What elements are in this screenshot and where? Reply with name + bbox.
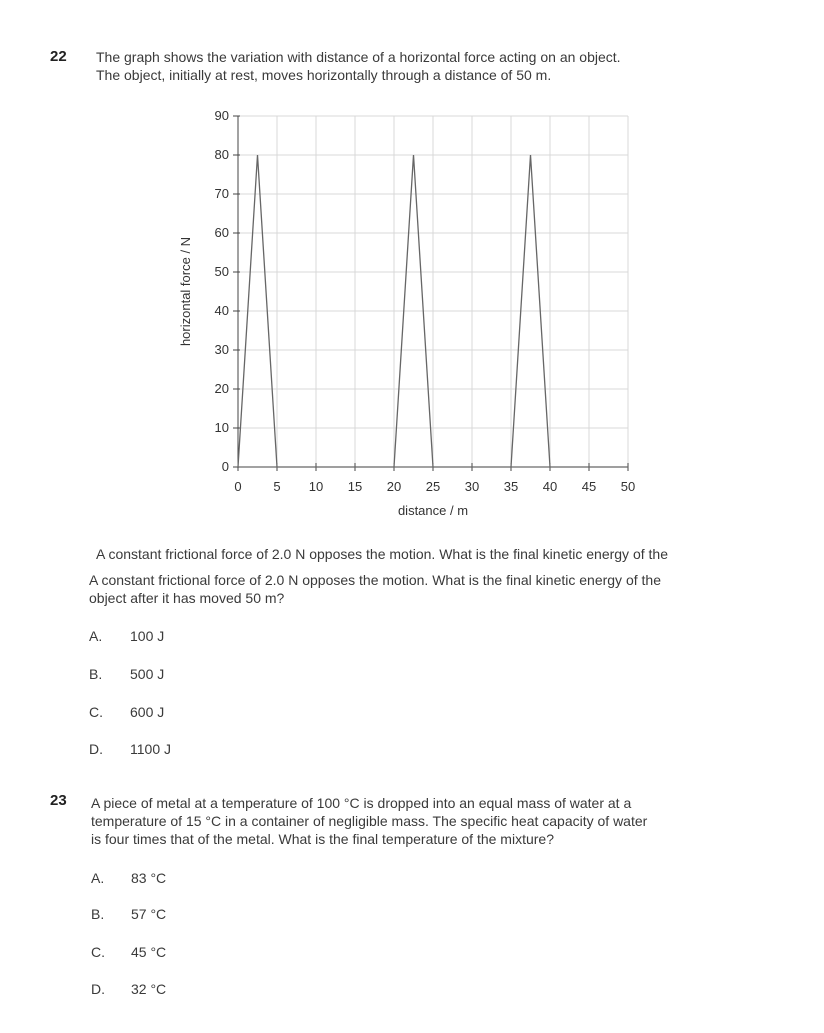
q22-option-d-text[interactable]: 1100 J: [130, 741, 171, 757]
q23-option-c-text[interactable]: 45 °C: [131, 944, 167, 960]
q22-option-d-letter: D.: [89, 741, 103, 757]
x-tick-label-10: 10: [308, 479, 324, 494]
q23-option-a-text[interactable]: 83 °C: [131, 870, 167, 886]
x-tick-label-30: 30: [464, 479, 480, 494]
q22-option-c-letter: C.: [89, 704, 103, 720]
q23-option-c-letter: C.: [91, 944, 105, 960]
q23-option-b-text[interactable]: 57 °C: [131, 906, 167, 922]
y-tick-label-60: 60: [214, 225, 229, 240]
x-tick-label-40: 40: [542, 479, 558, 494]
y-axis-label: horizontal force / N: [178, 236, 193, 347]
y-tick-label-50: 50: [214, 264, 229, 279]
x-tick-label-35: 35: [503, 479, 519, 494]
x-tick-label-15: 15: [347, 479, 363, 494]
question-22-stem-line-1: The graph shows the variation with distance of a horizontal force acting on an object.: [96, 49, 621, 65]
x-tick-label-50: 50: [620, 479, 636, 494]
q23-option-a-letter: A.: [91, 870, 105, 886]
x-tick-label-20: 20: [386, 479, 402, 494]
y-tick-label-80: 80: [214, 147, 229, 162]
question-22-number: 22: [50, 48, 67, 65]
y-tick-label-20: 20: [214, 381, 229, 396]
question-23-stem-line-1: A piece of metal at a temperature of 100 °C is dropped into an equal mass of water at a: [91, 795, 632, 811]
x-tick-label-25: 25: [425, 479, 441, 494]
y-tick-label-70: 70: [214, 186, 229, 201]
question-23-stem-line-2: temperature of 15 °C in a container of negligible mass. The specific heat capacity of water: [91, 813, 648, 829]
q23-option-d-text[interactable]: 32 °C: [131, 981, 167, 997]
q22-option-b-letter: B.: [89, 666, 103, 682]
question-22-prompt-line-2: object after it has moved 50 m?: [89, 590, 285, 606]
q22-option-a-text[interactable]: 100 J: [130, 628, 165, 644]
q22-option-b-text[interactable]: 500 J: [130, 666, 165, 682]
chart-grid: [238, 116, 628, 467]
x-tick-label-0: 0: [234, 479, 242, 494]
chart-ticks: [215, 108, 636, 494]
y-tick-label-30: 30: [214, 342, 229, 357]
q23-option-d-letter: D.: [91, 981, 105, 997]
question-22-cropped-line: A constant frictional force of 2.0 N opposes the motion. What is the final kinetic energy of the: [96, 546, 668, 562]
question-22-stem-line-2: The object, initially at rest, moves horizontally through a distance of 50 m.: [96, 67, 552, 83]
x-tick-label-45: 45: [581, 479, 597, 494]
x-tick-label-5: 5: [273, 479, 281, 494]
y-tick-label-0: 0: [221, 459, 229, 474]
question-23-stem-line-3: is four times that of the metal. What is the final temperature of the mixture?: [91, 831, 554, 847]
force-distance-chart: [170, 100, 650, 530]
y-tick-label-40: 40: [214, 303, 229, 318]
q22-option-c-text[interactable]: 600 J: [130, 704, 165, 720]
y-tick-label-90: 90: [214, 108, 229, 123]
question-22-prompt-line-1: A constant frictional force of 2.0 N opposes the motion. What is the final kinetic energy of the: [89, 572, 661, 588]
y-tick-label-10: 10: [214, 420, 229, 435]
q22-option-a-letter: A.: [89, 628, 103, 644]
question-23-number: 23: [50, 792, 67, 809]
x-axis-label: distance / m: [397, 503, 469, 518]
q23-option-b-letter: B.: [91, 906, 105, 922]
